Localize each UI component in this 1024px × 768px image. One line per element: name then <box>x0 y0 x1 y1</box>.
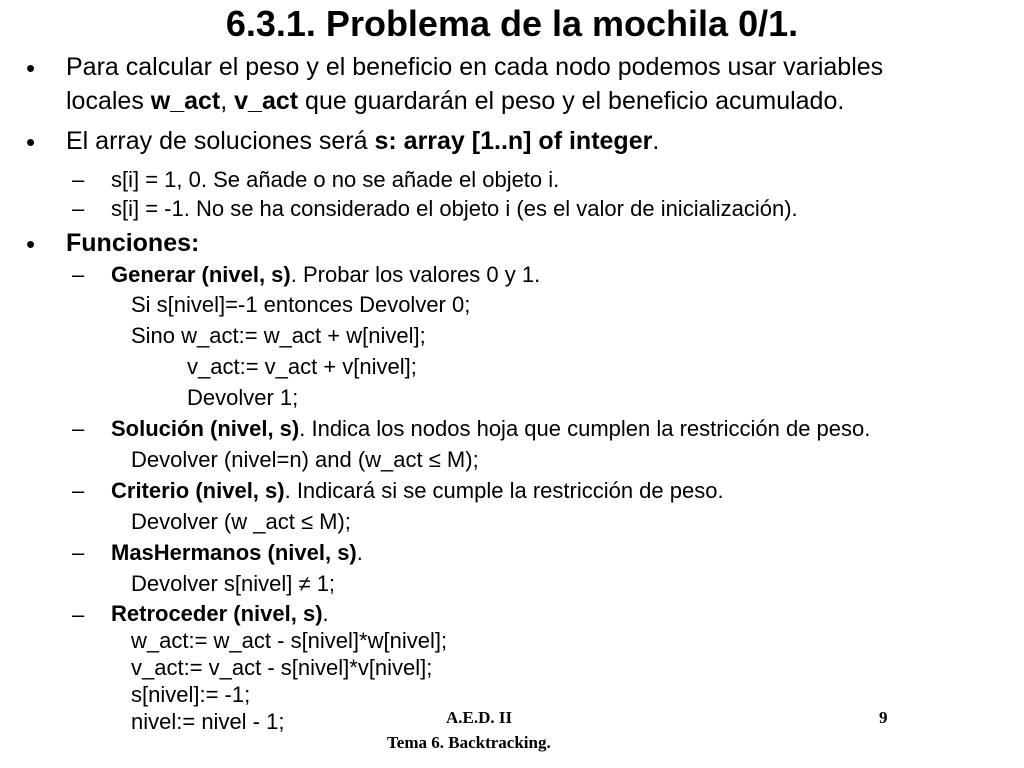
retroceder-code-1: w_act:= w_act - s[nivel]*w[nivel]; <box>131 628 448 653</box>
solucion-code-1: Devolver (nivel=n) and (w_act ≤ M); <box>131 447 479 472</box>
bullet-marker: • <box>26 53 36 83</box>
bullet-3-text: Funciones: <box>66 229 200 257</box>
dash-marker: – <box>72 540 85 565</box>
bullet-marker: • <box>26 229 36 259</box>
sub-item-2: s[i] = -1. No se ha considerado el objeto i (es el valor de inicialización). <box>111 196 798 221</box>
dash-marker: – <box>72 262 85 287</box>
criterio-code-1: Devolver (w _act ≤ M); <box>131 509 351 534</box>
bullet-1-line-1: Para calcular el peso y el beneficio en cada nodo podemos usar variables <box>66 53 884 81</box>
bullet-marker: • <box>26 127 36 157</box>
bullet-2-text: El array de soluciones será s: array [1..n] of integer. <box>66 127 660 155</box>
dash-marker: – <box>72 167 85 192</box>
mashermanos-heading: MasHermanos (nivel, s). <box>111 540 363 565</box>
generar-code-1: Si s[nivel]=-1 entonces Devolver 0; <box>131 292 471 317</box>
retroceder-code-4: nivel:= nivel - 1; <box>131 709 285 734</box>
dash-marker: – <box>72 196 85 221</box>
slide-title: 6.3.1. Problema de la mochila 0/1. <box>225 3 799 44</box>
generar-code-4: Devolver 1; <box>187 385 299 410</box>
footer-topic: Tema 6. Backtracking. <box>387 733 551 752</box>
generar-code-2: Sino w_act:= w_act + w[nivel]; <box>131 323 426 348</box>
retroceder-code-2: v_act:= v_act - s[nivel]*v[nivel]; <box>131 655 433 680</box>
generar-heading: Generar (nivel, s). Probar los valores 0 y 1. <box>111 262 541 287</box>
retroceder-heading: Retroceder (nivel, s). <box>111 601 329 626</box>
dash-marker: – <box>72 602 85 627</box>
sub-item-1: s[i] = 1, 0. Se añade o no se añade el objeto i. <box>111 167 560 192</box>
mashermanos-code-1: Devolver s[nivel] ≠ 1; <box>131 571 336 596</box>
solucion-heading: Solución (nivel, s). Indica los nodos hoja que cumplen la restricción de peso. <box>111 416 871 441</box>
retroceder-code-3: s[nivel]:= -1; <box>131 682 251 707</box>
bullet-1-line-2: locales w_act, v_act que guardarán el peso y el beneficio acumulado. <box>66 87 845 115</box>
dash-marker: – <box>72 416 85 441</box>
criterio-heading: Criterio (nivel, s). Indicará si se cumple la restricción de peso. <box>111 478 724 503</box>
generar-code-3: v_act:= v_act + v[nivel]; <box>187 354 417 379</box>
footer-course: A.E.D. II <box>446 708 513 727</box>
dash-marker: – <box>72 478 85 503</box>
page-number: 9 <box>879 708 888 727</box>
